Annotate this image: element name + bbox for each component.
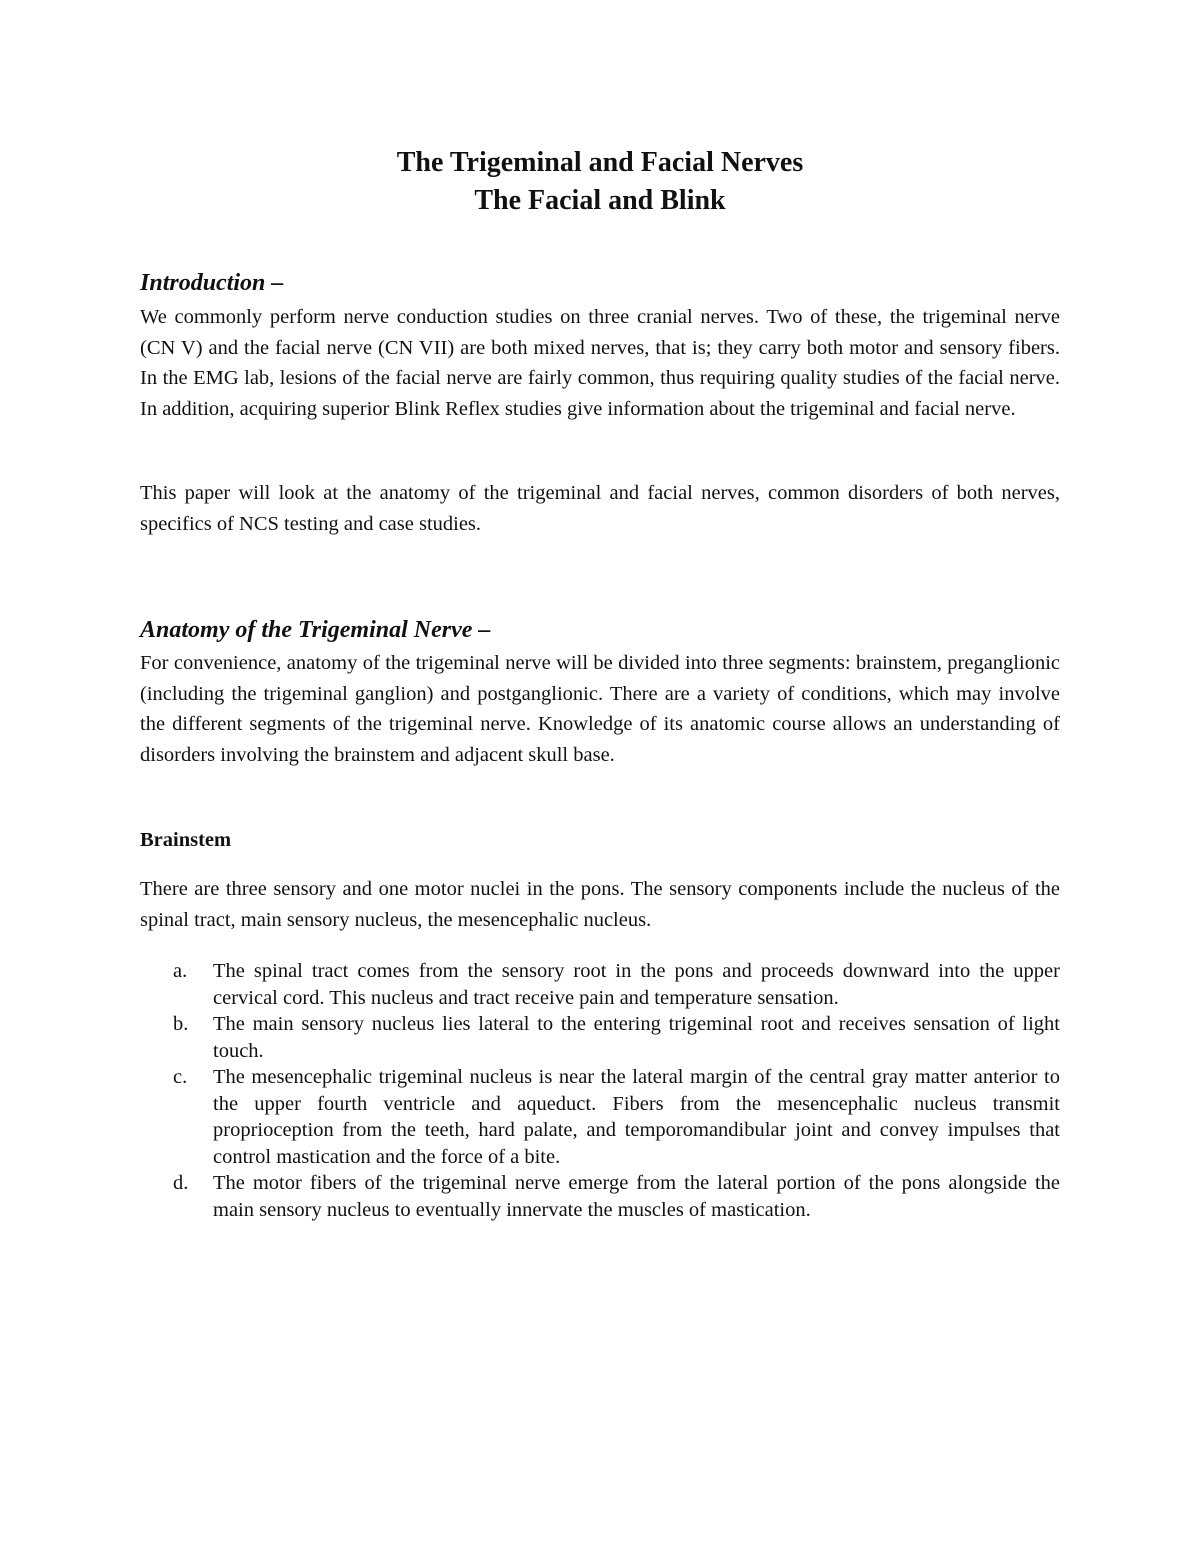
anatomy-heading: Anatomy of the Trigeminal Nerve – <box>140 617 491 643</box>
title-line-1: The Trigeminal and Facial Nerves <box>396 147 804 178</box>
list-item-text: The main sensory nucleus lies lateral to the entering trigeminal root and receives sensation of light touch. <box>213 1013 1060 1062</box>
anatomy-paragraph-1: For convenience, anatomy of the trigeminal nerve will be divided into three segments: brainstem, preganglionic (including the trigeminal ganglion) and postganglionic. There are a variety of conditions, which may involve the different segments of the trigeminal nerve. Knowledge of its anatomic course allows an understanding of disorders involving the brainstem and adjacent skull base. <box>140 652 1060 766</box>
list-item-text: The mesencephalic trigeminal nucleus is near the lateral margin of the central gray matter anterior to the upper fourth ventricle and aqueduct. Fibers from the mesencephalic nucleus transmit proprioception from the teeth, hard palate, and temporomandibular joint and convey impulses that control mastication and the force of a bite. <box>213 1066 1060 1168</box>
introduction-paragraph-2: This paper will look at the anatomy of the trigeminal and facial nerves, common disorders of both nerves, specifics of NCS testing and case studies. <box>140 482 1060 535</box>
brainstem-nuclei-list <box>140 958 1060 1223</box>
list-item <box>140 1011 1060 1064</box>
list-item <box>140 1170 1060 1223</box>
list-marker: b. <box>173 1013 189 1035</box>
document-title <box>140 144 1060 220</box>
list-marker: d. <box>173 1172 189 1194</box>
list-marker: a. <box>173 960 188 982</box>
list-item-text: The motor fibers of the trigeminal nerve emerge from the lateral portion of the pons alongside the main sensory nucleus to eventually innervate the muscles of mastication. <box>213 1172 1060 1221</box>
list-item-text: The spinal tract comes from the sensory root in the pons and proceeds downward into the upper cervical cord. This nucleus and tract receive pain and temperature sensation. <box>213 960 1060 1009</box>
brainstem-heading: Brainstem <box>140 829 232 851</box>
list-item <box>140 1064 1060 1170</box>
introduction-heading: Introduction – <box>140 270 284 296</box>
list-item <box>140 958 1060 1011</box>
brainstem-paragraph-1: There are three sensory and one motor nuclei in the pons. The sensory components include the nucleus of the spinal tract, main sensory nucleus, the mesencephalic nucleus. <box>140 878 1060 931</box>
title-line-2: The Facial and Blink <box>474 185 726 216</box>
list-marker: c. <box>173 1066 188 1088</box>
introduction-paragraph-1: We commonly perform nerve conduction studies on three cranial nerves. Two of these, the trigeminal nerve (CN V) and the facial nerve (CN VII) are both mixed nerves, that is; they carry both motor and sensory fibers. In the EMG lab, lesions of the facial nerve are fairly common, thus requiring quality studies of the facial nerve. In addition, acquiring superior Blink Reflex studies give information about the trigeminal and facial nerve. <box>140 306 1060 420</box>
